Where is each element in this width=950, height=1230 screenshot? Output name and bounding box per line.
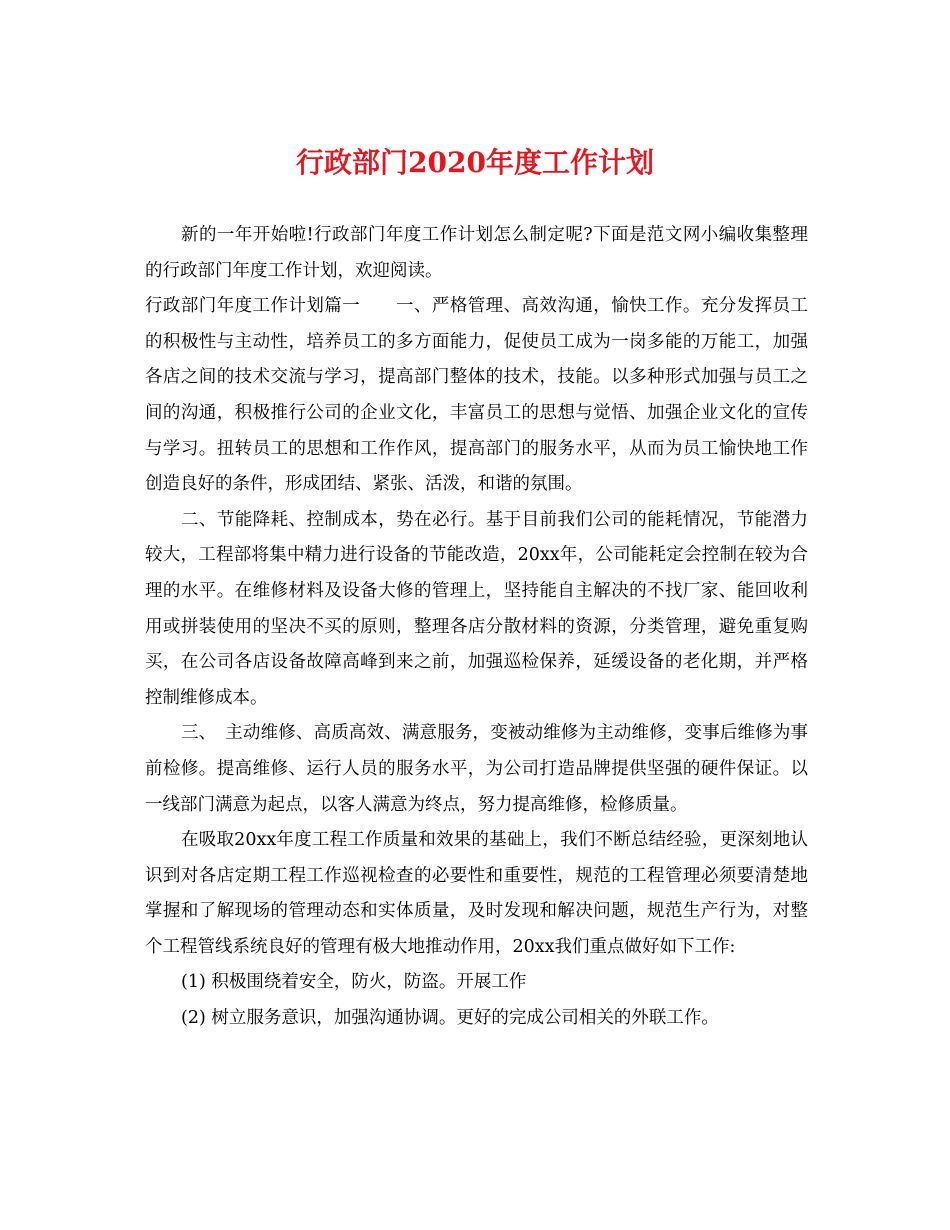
paragraph-section-two: 二、节能降耗、控制成本，势在必行。基于目前我们公司的能耗情况，节能潜力较大，工程部将集中精力进行设备的节能改造，20xx年，公司能耗定会控制在较为合理的水平。在维修材料及设备大修的管理上，坚持能自主解决的不找厂家、能回收利用或拼装使用的坚决不买的原则，整理各店分散材料的资源，分类管理，避免重复购买，在公司各店设备故障高峰到来之前，加强巡检保养，延缓设备的老化期，并严格控制维修成本。 [145, 509, 808, 708]
document-title: 行政部门2020年度工作计划 [296, 146, 654, 179]
list-item-1: (1) 积极围绕着安全，防火，防盗。开展工作 [181, 972, 527, 993]
list-item-2: (2) 树立服务意识，加强沟通协调。更好的完成公司相关的外联工作。 [181, 1008, 719, 1029]
document-body [145, 218, 808, 1037]
paragraph-section-one: 行政部门年度工作计划篇一 一、严格管理、高效沟通，愉快工作。充分发挥员工的积极性与主动性，培养员工的多方面能力，促使员工成为一岗多能的万能工，加强各店之间的技术交流与学习，提高部门整体的技术，技能。以多种形式加强与员工之间的沟通，积极推行公司的企业文化，丰富员工的思想与觉悟、加强企业文化的宣传与学习。扭转员工的思想和工作作风，提高部门的服务水平，从而为员工愉快地工作创造良好的条件，形成团结、紧张、活泼，和谐的氛围。 [145, 296, 808, 495]
paragraph-summary: 在吸取20xx年度工程工作质量和效果的基础上，我们不断总结经验，更深刻地认识到对各店定期工程工作巡视检查的必要性和重要性，规范的工程管理必须要清楚地掌握和了解现场的管理动态和实体质量，及时发现和解决问题，规范生产行为，对整个工程管线系统良好的管理有极大地推动作用，20xx我们重点做好如下工作: [145, 830, 808, 957]
paragraph-section-three: 三、 主动维修、高质高效、满意服务，变被动维修为主动维修，变事后维修为事前检修。提高维修、运行人员的服务水平，为公司打造品牌提供坚强的硬件保证。以一线部门满意为起点，以客人满意为终点，努力提高维修，检修质量。 [145, 723, 808, 815]
paragraph-intro: 新的一年开始啦!行政部门年度工作计划怎么制定呢?下面是范文网小编收集整理的行政部门年度工作计划，欢迎阅读。 [145, 225, 808, 281]
